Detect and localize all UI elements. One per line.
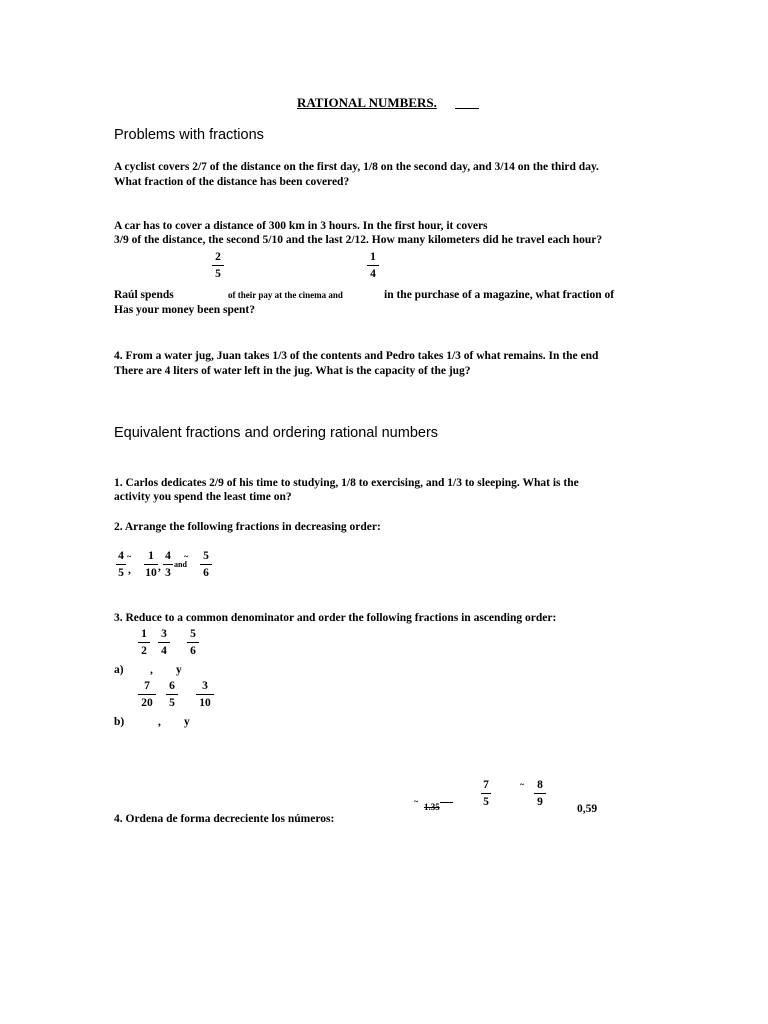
section-heading-equivalent: Equivalent fractions and ordering rational numbers [114, 425, 439, 441]
tilde-mark: ~ [520, 780, 525, 789]
comma: , [150, 664, 153, 676]
section-heading-problems: Problems with fractions [114, 127, 264, 143]
fraction: 1 4 [367, 250, 379, 281]
number-value: 0,59 [577, 803, 598, 815]
part-b-label: b) [114, 716, 125, 728]
fraction: 4 5 [116, 549, 126, 580]
problem-1-line-2: What fraction of the distance has been covered? [114, 176, 350, 188]
tilde-mark: ~ [184, 552, 189, 561]
problem-2-line-2: 3/9 of the distance, the second 5/10 and the last 2/12. How many kilometers did he travel each hour? [114, 234, 603, 246]
fraction: 7 5 [481, 778, 491, 809]
question-3: 3. Reduce to a common denominator and order the following fractions in ascending order: [114, 612, 557, 624]
problem-3-part-a: Raúl spends [114, 289, 174, 301]
question-1-line-1: 1. Carlos dedicates 2/9 of his time to studying, 1/8 to exercising, and 1/3 to sleeping. What is the [114, 477, 579, 489]
problem-4-line-2: There are 4 liters of water left in the jug. What is the capacity of the jug? [114, 365, 471, 377]
problem-4-line-1: 4. From a water jug, Juan takes 1/3 of the contents and Pedro takes 1/3 of what remains. In the end [114, 350, 599, 362]
fraction: 4 3 [163, 549, 173, 580]
comma: , [128, 564, 131, 576]
fraction: 5 6 [200, 549, 212, 580]
problem-3-part-c: in the purchase of a magazine, what fraction of [384, 289, 615, 301]
question-1-line-2: activity you spend the least time on? [114, 491, 292, 503]
problem-3-part-b: of their pay at the cinema and [228, 290, 343, 300]
y-conjunction: y [176, 664, 182, 676]
fraction: 1 2 [138, 627, 150, 658]
fraction: 8 9 [534, 778, 546, 809]
comma: , [158, 716, 161, 728]
fraction: 5 6 [187, 627, 199, 658]
overline [440, 802, 453, 803]
tilde-mark: ~ [127, 552, 132, 561]
fraction: 3 4 [158, 627, 170, 658]
tilde-mark: ~ [414, 797, 419, 806]
number-value: 1.35 [424, 802, 440, 812]
fraction: 3 10 [196, 679, 214, 710]
comma: , [158, 561, 161, 573]
and-label: and [174, 560, 187, 569]
title-underline [455, 108, 479, 109]
fraction: 6 5 [166, 679, 178, 710]
page-title: RATIONAL NUMBERS. [297, 95, 437, 110]
y-conjunction: y [184, 716, 190, 728]
fraction: 2 5 [212, 250, 224, 281]
part-a-label: a) [114, 664, 124, 676]
problem-1-line-1: A cyclist covers 2/7 of the distance on the first day, 1/8 on the second day, and 3/14 on the third day. [114, 161, 599, 173]
problem-3-line-2: Has your money been spent? [114, 304, 255, 316]
question-4: 4. Ordena de forma decreciente los números: [114, 813, 335, 825]
problem-2-line-1: A car has to cover a distance of 300 km in 3 hours. In the first hour, it covers [114, 220, 488, 232]
question-2: 2. Arrange the following fractions in decreasing order: [114, 521, 381, 533]
fraction: 1 10 [145, 550, 157, 579]
fraction: 7 20 [138, 679, 156, 710]
